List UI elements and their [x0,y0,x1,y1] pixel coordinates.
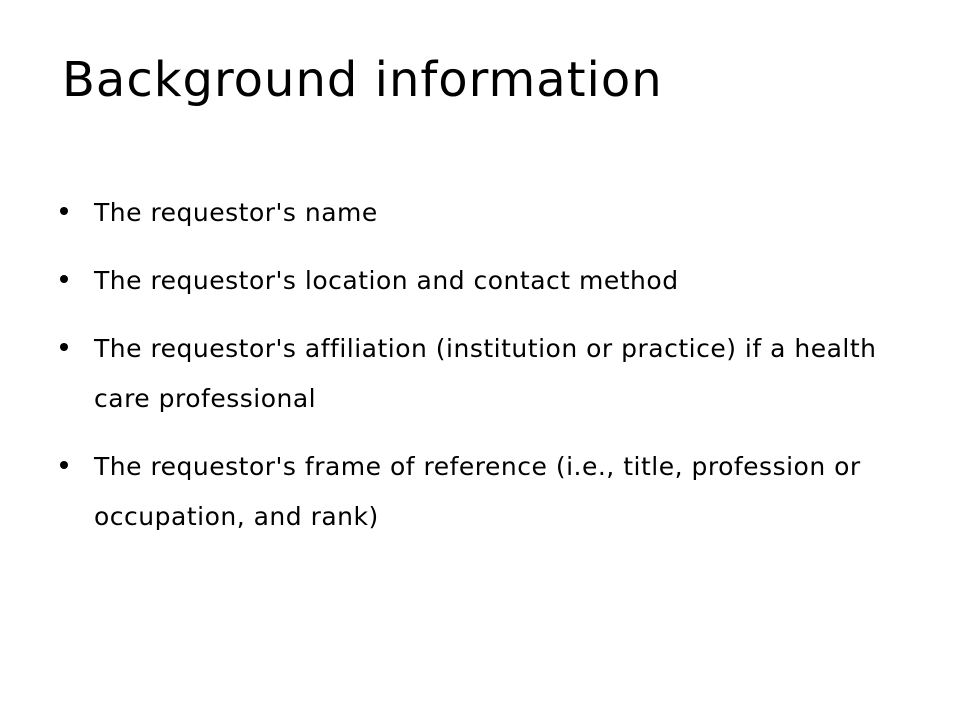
bullet-item [60,188,920,238]
bullet-text: The requestor's name [94,198,378,227]
bullet-dot-icon [60,207,68,215]
bullet-dot-icon [60,275,68,283]
bullet-text: The requestor's affiliation (institution or practice) if a health care professional [94,334,877,413]
bullet-text: The requestor's frame of reference (i.e., title, profession or occupation, and rank) [94,452,861,531]
bullet-list [60,188,920,560]
bullet-item [60,324,920,424]
bullet-dot-icon [60,343,68,351]
bullet-item [60,256,920,306]
bullet-item [60,442,920,542]
bullet-dot-icon [60,461,68,469]
slide-title: Background information [62,52,663,108]
bullet-text: The requestor's location and contact method [94,266,679,295]
